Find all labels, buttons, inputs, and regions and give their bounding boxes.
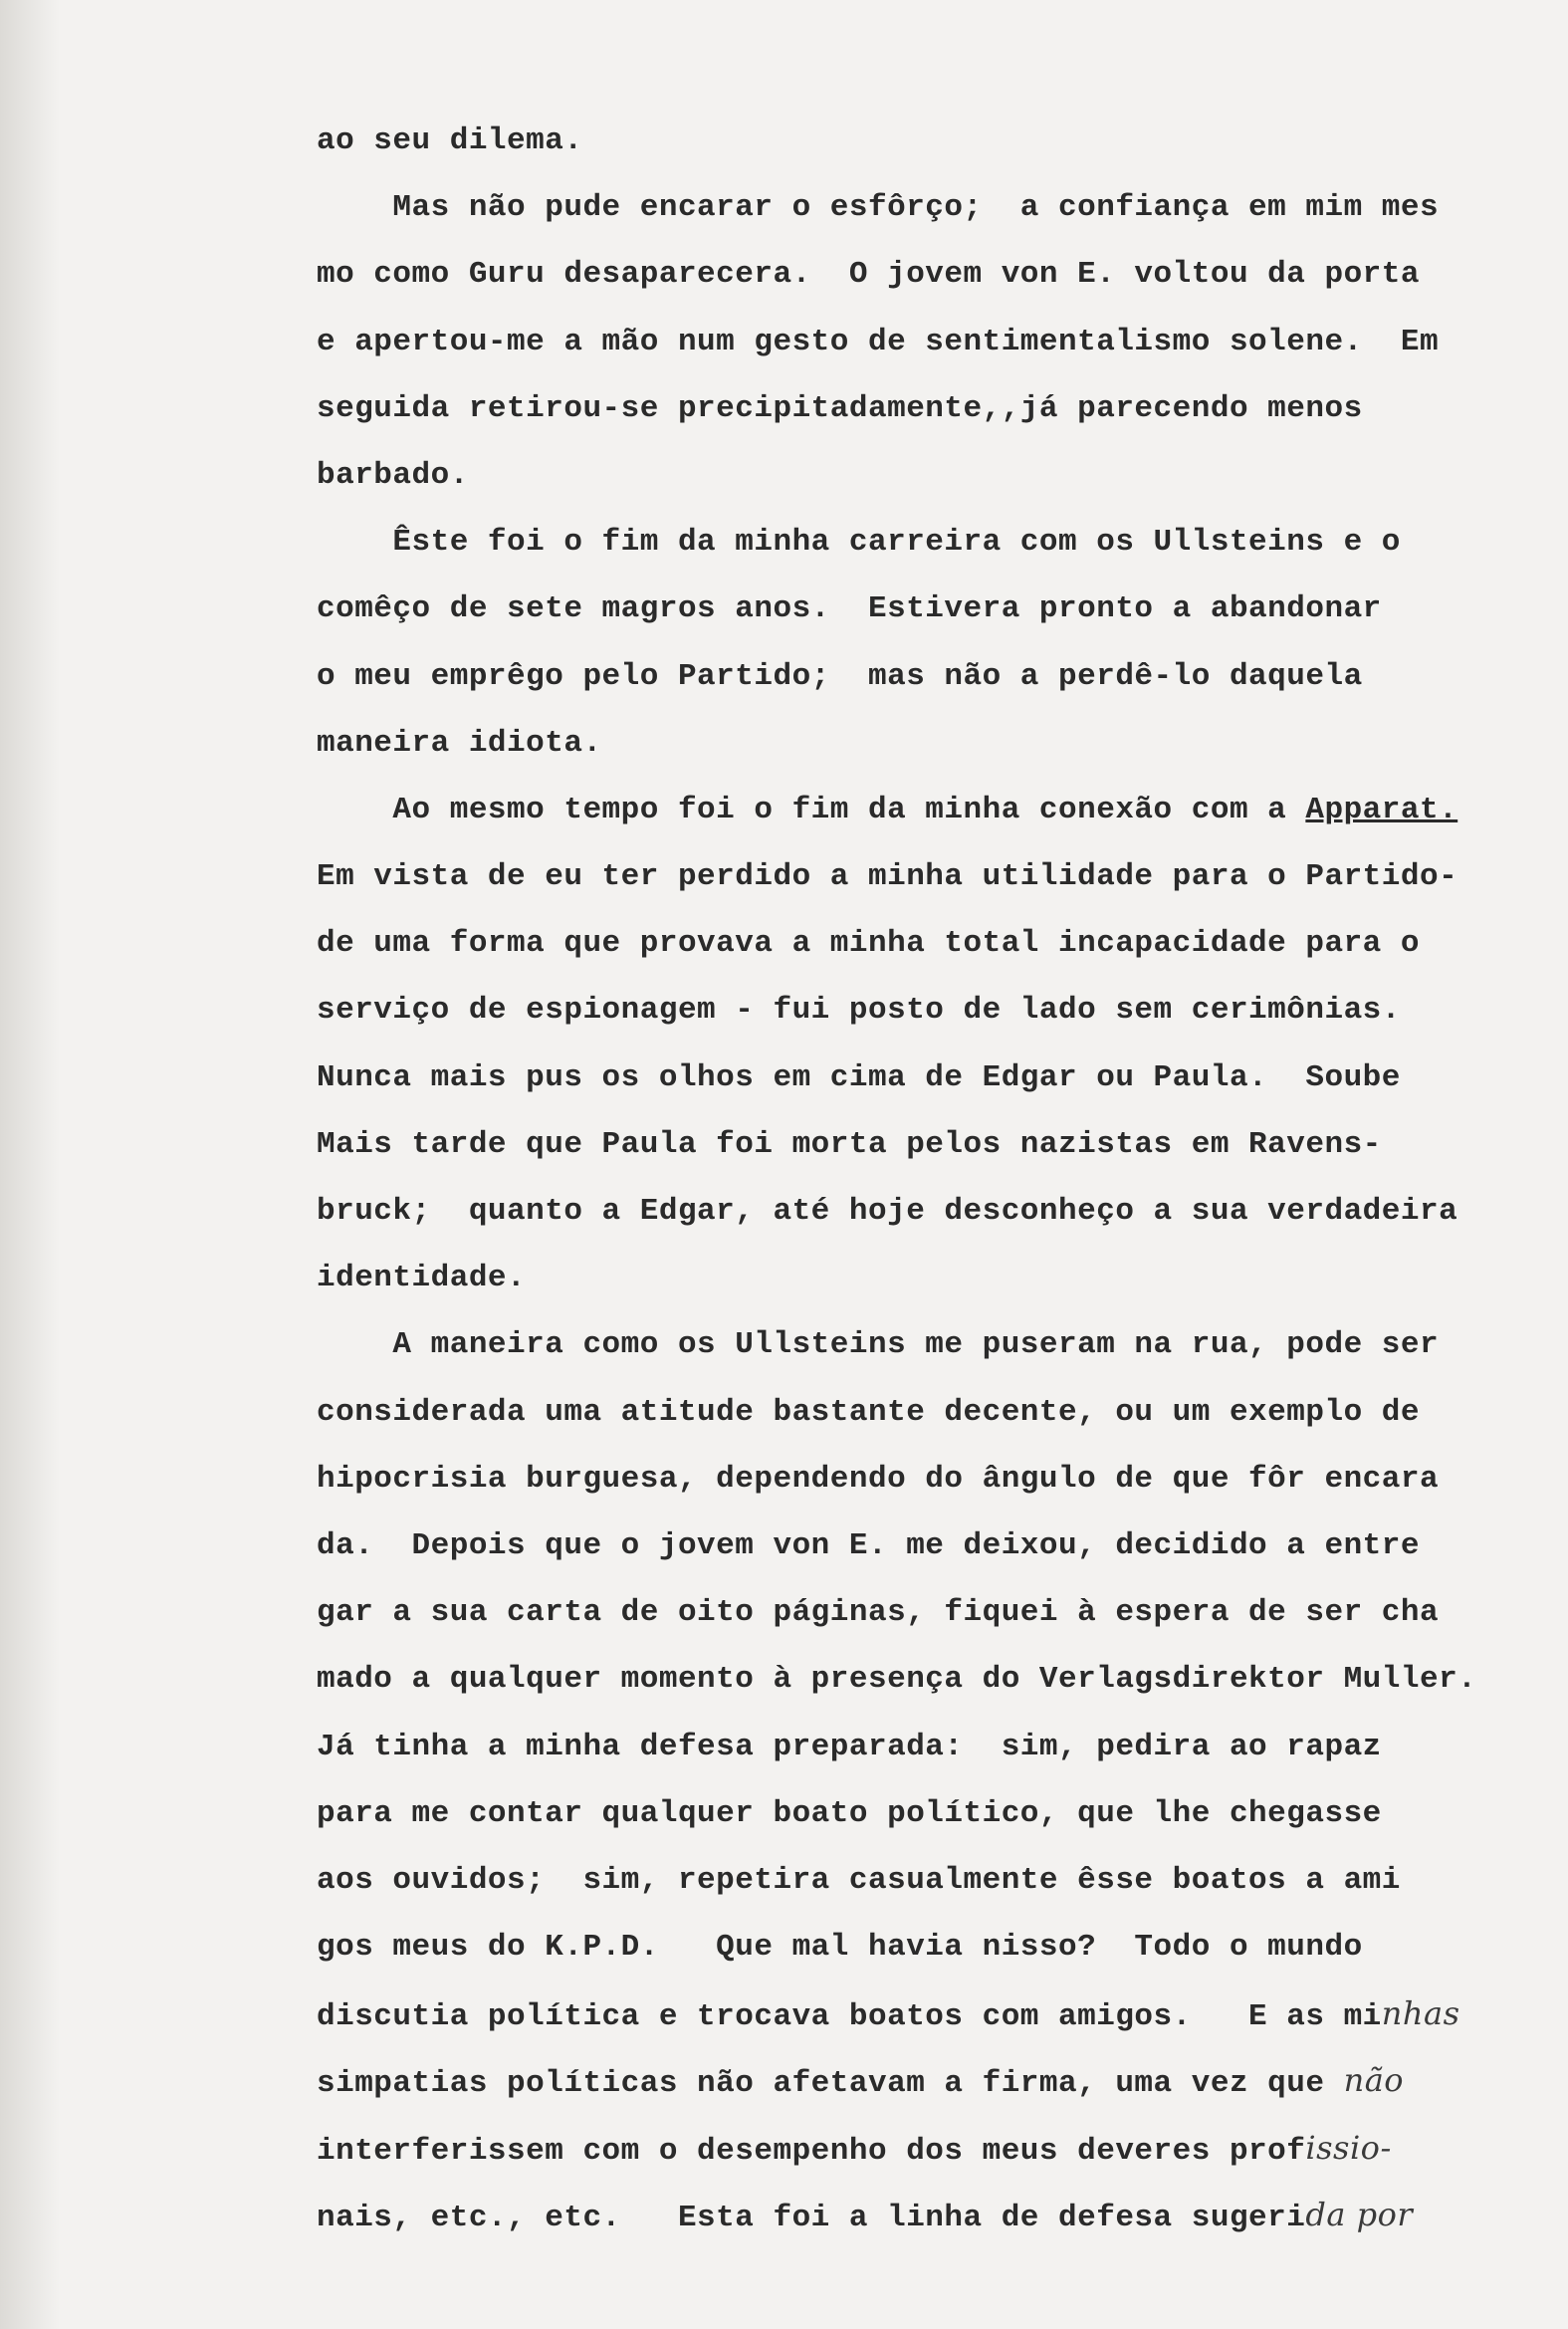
text-line: barbado. [317, 457, 469, 493]
text-line: e apertou-me a mão num gesto de sentimentalismo solene. Em [317, 324, 1440, 359]
text-line: bruck; quanto a Edgar, até hoje desconheço a sua verdadeira [317, 1194, 1458, 1229]
text-line: Mas não pude encarar o esfôrço; a confiança em mim mes [317, 190, 1440, 226]
text-line: mo como Guru desaparecera. O jovem von E. voltou da porta [317, 257, 1420, 293]
line-text: Ao mesmo tempo foi o fim da minha conexão com a [317, 792, 1306, 827]
text-line: Mais tarde que Paula foi morta pelos nazistas em Ravens- [317, 1126, 1382, 1162]
text-line: mado a qualquer momento à presença do Verlagsdirektor Muller. [317, 1662, 1477, 1698]
line-text: interferissem com o desempenho dos meus deveres prof [317, 2133, 1306, 2169]
text-line [317, 777, 1521, 843]
text-line: da. Depois que o jovem von E. me deixou, decidido a entre [317, 1527, 1420, 1563]
text-line: gos meus do K.P.D. Que mal havia nisso? Todo o mundo [317, 1930, 1363, 1966]
text-line [317, 2115, 1521, 2182]
text-line: considerada uma atitude bastante decente, ou um exemplo de [317, 1394, 1420, 1430]
text-line: aos ouvidos; sim, repetira casualmente êsse boatos a ami [317, 1862, 1401, 1898]
line-text: simpatias políticas não afetavam a firma, uma vez que [317, 2066, 1344, 2102]
text-line: A maneira como os Ullsteins me puseram na rua, pode ser [317, 1327, 1440, 1363]
handwritten-note: da por [1305, 2195, 1414, 2233]
page-text [317, 108, 1521, 2248]
handwritten-note: nhas [1381, 1994, 1460, 2033]
text-line: o meu emprêgo pelo Partido; mas não a perdê-lo daquela [317, 658, 1363, 694]
text-line: hipocrisia burguesa, dependendo do ângulo de que fôr encara [317, 1461, 1440, 1497]
line-text: nais, etc., etc. Esta foi a linha de defesa sugeri [317, 2200, 1306, 2235]
text-line [317, 2047, 1521, 2114]
text-line: identidade. [317, 1261, 527, 1296]
text-line [317, 2182, 1521, 2248]
text-line: Já tinha a minha defesa preparada: sim, pedira ao rapaz [317, 1729, 1382, 1764]
text-line: serviço de espionagem - fui posto de lado sem cerimônias. [317, 993, 1401, 1029]
text-line: de uma forma que provava a minha total incapacidade para o [317, 926, 1420, 962]
line-text: discutia política e trocava boatos com amigos. E as mi [317, 1999, 1382, 2035]
text-line: gar a sua carta de oito páginas, fiquei à espera de ser cha [317, 1595, 1440, 1631]
text-line: Em vista de eu ter perdido a minha utilidade para o Partido- [317, 859, 1458, 895]
underlined-word: Apparat. [1305, 792, 1458, 827]
text-line: Êste foi o fim da minha carreira com os Ullsteins e o [317, 525, 1401, 561]
handwritten-note: issio- [1305, 2128, 1392, 2167]
text-line: ao seu dilema. [317, 123, 583, 158]
text-line: maneira idiota. [317, 725, 602, 761]
text-line: seguida retirou-se precipitadamente,,já parecendo menos [317, 390, 1363, 426]
text-line: Nunca mais pus os olhos em cima de Edgar ou Paula. Soube [317, 1059, 1401, 1095]
text-line: para me contar qualquer boato político, que lhe chegasse [317, 1795, 1382, 1831]
text-line: comêço de sete magros anos. Estivera pronto a abandonar [317, 591, 1382, 627]
handwritten-note: não [1343, 2061, 1405, 2100]
text-line [317, 1980, 1521, 2047]
